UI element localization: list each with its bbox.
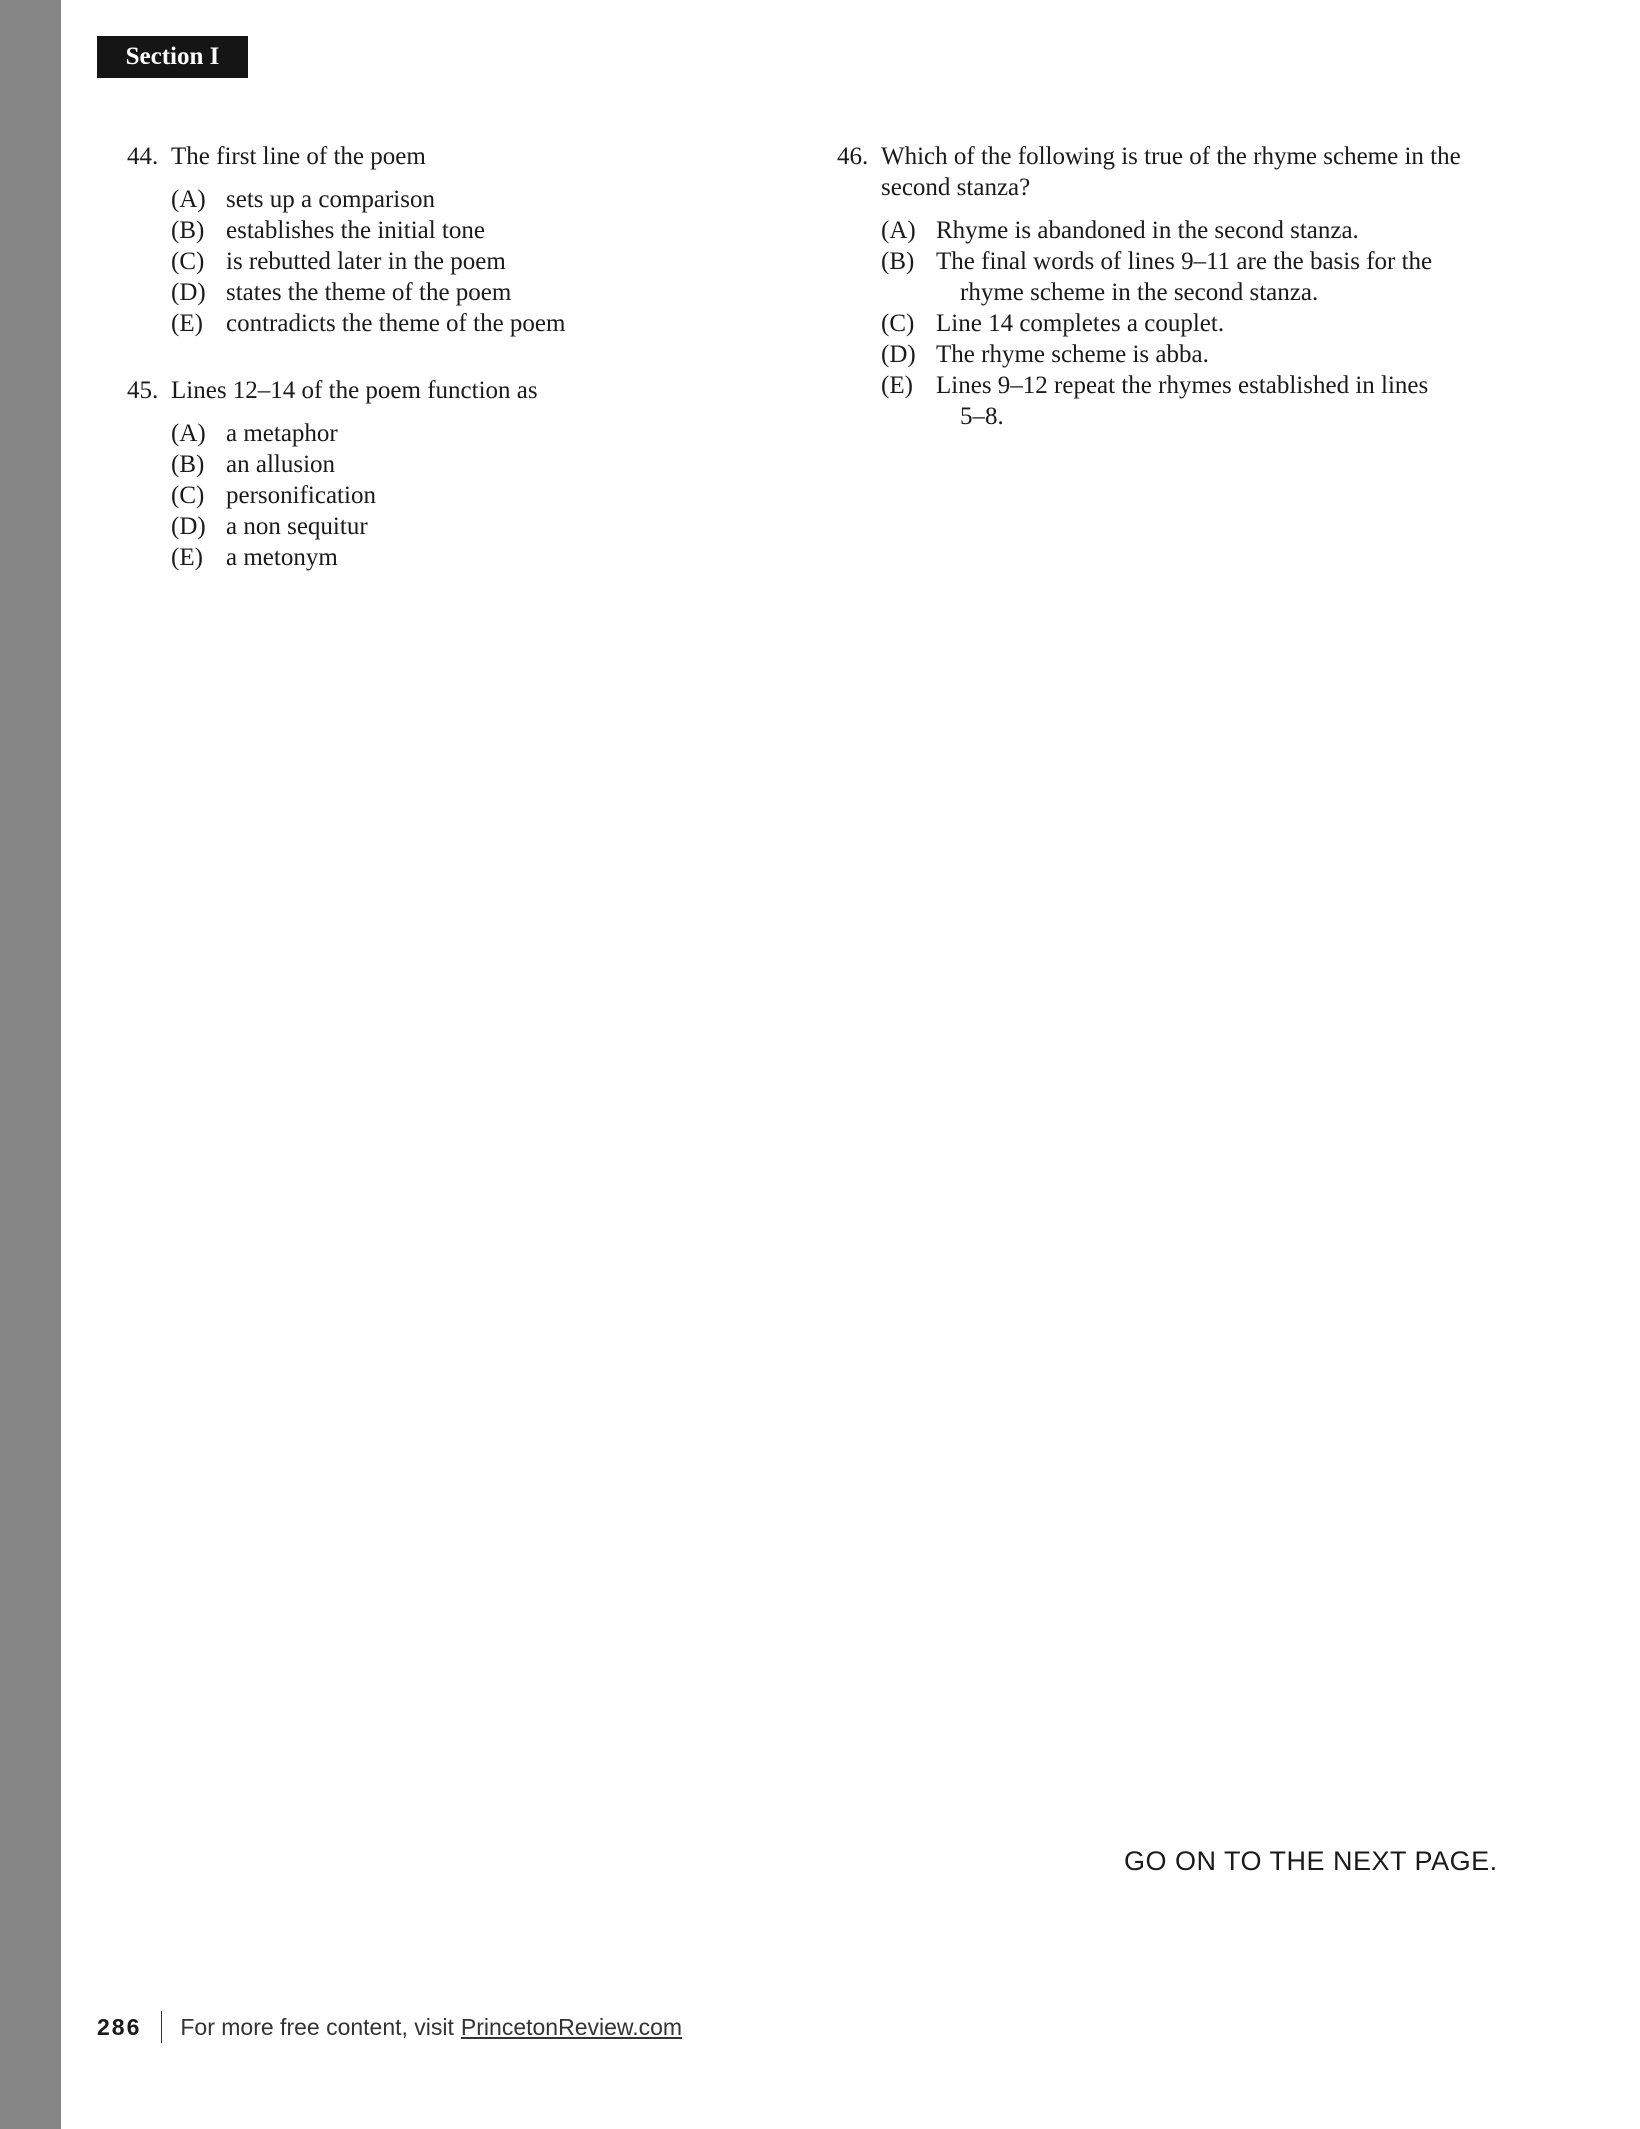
answer-choice[interactable] (171, 277, 727, 308)
choice-text (936, 372, 1497, 432)
choice-text: states the theme of the poem (226, 279, 512, 306)
choice-letter: (C) (171, 482, 205, 509)
choice-text (936, 248, 1497, 308)
answer-choice[interactable] (171, 308, 727, 339)
answer-choice[interactable] (171, 480, 727, 511)
answer-choices (171, 418, 727, 573)
footer-link[interactable]: PrincetonReview.com (460, 2013, 683, 2040)
question-text-line: Which of the following is true of the rhyme scheme in the (881, 143, 1461, 170)
choice-text: Rhyme is abandoned in the second stanza. (936, 217, 1359, 244)
choice-text-line: 5–8. (960, 403, 1004, 430)
answer-choice[interactable] (881, 308, 1497, 339)
answer-choice[interactable] (171, 215, 727, 246)
choice-letter: (B) (881, 248, 915, 275)
question-45 (127, 375, 727, 573)
choice-letter: (D) (881, 341, 916, 368)
choice-letter: (A) (171, 186, 206, 213)
answer-choice[interactable] (171, 184, 727, 215)
question-44 (127, 141, 727, 339)
answer-choice[interactable] (171, 511, 727, 542)
question-stem (837, 141, 1497, 203)
choice-letter: (A) (171, 420, 206, 447)
choice-text: sets up a comparison (226, 186, 435, 213)
answer-choice[interactable] (881, 215, 1497, 246)
choice-text: personification (226, 482, 376, 509)
choice-letter: (E) (171, 544, 203, 571)
choice-text: a non sequitur (226, 513, 368, 540)
choice-letter: (A) (881, 217, 916, 244)
question-text: The first line of the poem (171, 143, 426, 170)
answer-choice[interactable] (881, 370, 1497, 432)
choice-text-line: The final words of lines 9–11 are the basis for the (936, 248, 1433, 275)
choice-letter: (E) (881, 372, 913, 399)
page-side-bar (0, 0, 61, 2129)
answer-choices (881, 215, 1497, 432)
question-stem (127, 375, 727, 406)
question-text: Lines 12–14 of the poem function as (171, 377, 538, 404)
question-number: 45. (127, 377, 159, 404)
choice-text: is rebutted later in the poem (226, 248, 506, 275)
choice-letter: (D) (171, 279, 206, 306)
go-on-instruction: GO ON TO THE NEXT PAGE. (1124, 1846, 1498, 1876)
choice-text: a metaphor (226, 420, 338, 447)
answer-choices (171, 184, 727, 339)
choice-letter: (B) (171, 451, 205, 478)
question-number: 46. (837, 143, 869, 170)
question-46 (837, 141, 1497, 432)
question-number: 44. (127, 143, 159, 170)
footer-text: For more free content, visit (180, 2013, 454, 2040)
choice-text: an allusion (226, 451, 336, 478)
answer-choice[interactable] (171, 246, 727, 277)
choice-text: Line 14 completes a couplet. (936, 310, 1225, 337)
choice-letter: (C) (881, 310, 915, 337)
question-stem (127, 141, 727, 172)
choice-letter: (C) (171, 248, 205, 275)
choice-text: The rhyme scheme is abba. (936, 341, 1209, 368)
answer-choice[interactable] (881, 246, 1497, 308)
section-label: Section I (97, 36, 248, 78)
answer-choice[interactable] (171, 418, 727, 449)
choice-letter: (B) (171, 217, 205, 244)
footer-divider (161, 2011, 162, 2043)
choice-letter: (D) (171, 513, 206, 540)
page-footer (97, 2010, 682, 2044)
page-number: 286 (97, 2013, 142, 2040)
choice-text: establishes the initial tone (226, 217, 485, 244)
choice-text-line: rhyme scheme in the second stanza. (960, 279, 1319, 306)
choice-text-line: Lines 9–12 repeat the rhymes established in lines (936, 372, 1429, 399)
answer-choice[interactable] (171, 542, 727, 573)
answer-choice[interactable] (881, 339, 1497, 370)
question-text-line: second stanza? (881, 174, 1031, 201)
choice-text: contradicts the theme of the poem (226, 310, 566, 337)
choice-text: a metonym (226, 544, 338, 571)
answer-choice[interactable] (171, 449, 727, 480)
choice-letter: (E) (171, 310, 203, 337)
